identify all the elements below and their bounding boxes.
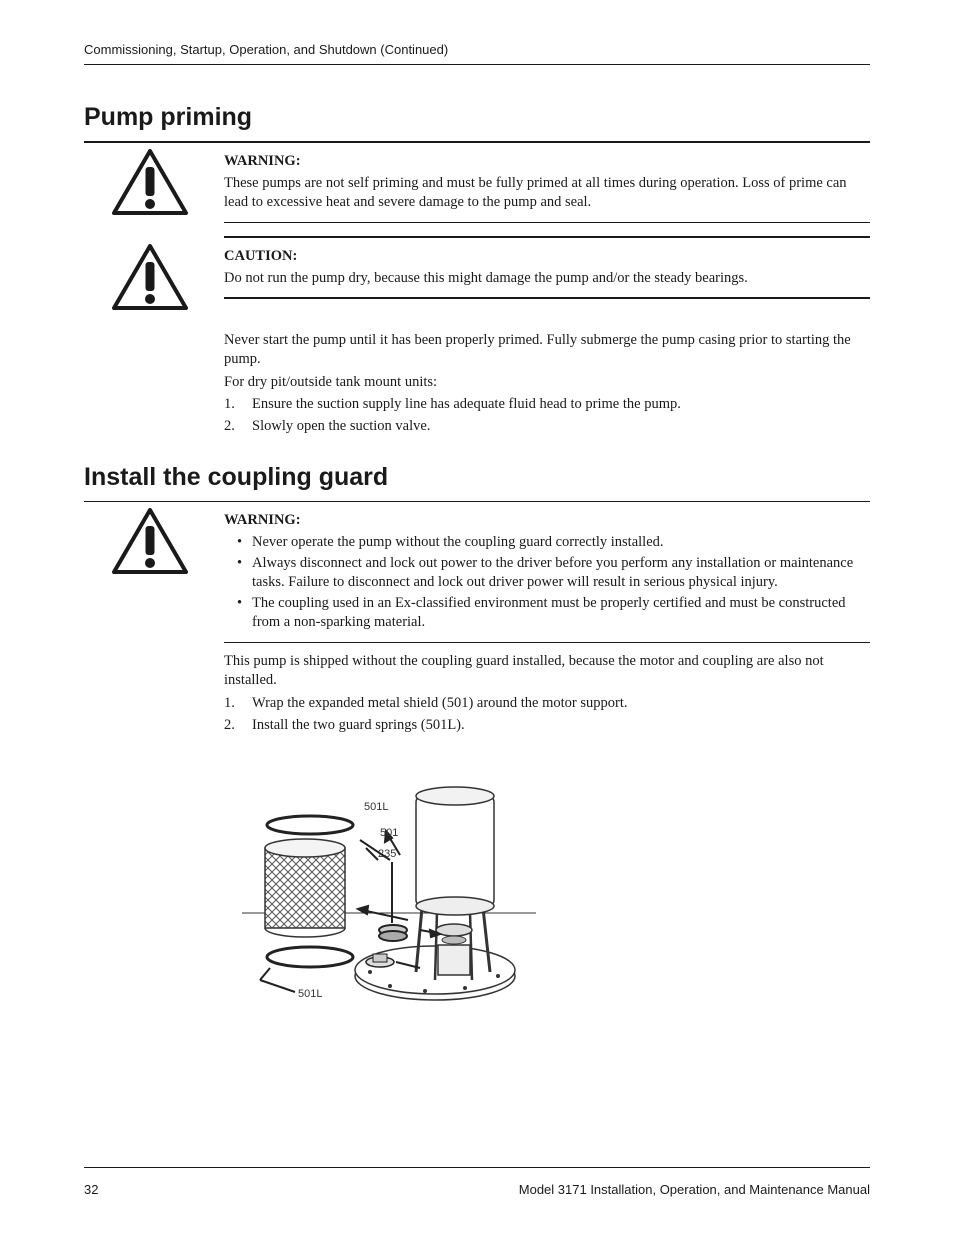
warning-label: WARNING: xyxy=(224,153,301,169)
manual-title: Model 3171 Installation, Operation, and Maintenance Manual xyxy=(518,1182,870,1197)
caution-text: Do not run the pump dry, because this might damage the pump and/or the steady bearings. xyxy=(224,270,748,286)
warning-triangle-icon xyxy=(110,147,190,217)
list-item: 2. Install the two guard springs (501L). xyxy=(224,717,465,733)
caution-triangle-icon xyxy=(110,242,190,312)
coupling-part xyxy=(379,925,407,941)
coupling-steps xyxy=(224,694,864,738)
section-title-coupling-guard: Install the coupling guard xyxy=(84,463,389,491)
priming-subintro: For dry pit/outside tank mount units: xyxy=(224,374,438,390)
warning-label: WARNING: xyxy=(224,512,301,528)
running-header: Commissioning, Startup, Operation, and Shutdown (Continued) xyxy=(84,42,449,57)
section-title-pump-priming: Pump priming xyxy=(84,103,253,131)
list-item: 1. Wrap the expanded metal shield (501) around the motor support. xyxy=(224,695,628,711)
caution-label: CAUTION: xyxy=(224,248,298,264)
priming-steps xyxy=(224,395,864,439)
list-item: • Never operate the pump without the coupling guard correctly installed. xyxy=(224,533,874,552)
section-rule xyxy=(84,141,870,143)
warning-bullets xyxy=(224,533,874,634)
caution-bottom-rule xyxy=(224,297,870,299)
list-item: 1. Ensure the suction supply line has adequate fluid head to prime the pump. xyxy=(224,396,681,412)
list-item: • The coupling used in an Ex-classified environment must be properly certified and must be constructed from a non-sparking material. xyxy=(224,594,874,632)
page-number: 32 xyxy=(84,1182,99,1197)
label-501: 501 xyxy=(380,827,399,839)
section-rule xyxy=(84,501,870,502)
motor xyxy=(416,787,494,915)
label-501l-bottom: 501L xyxy=(298,988,323,1000)
list-item: 2. Slowly open the suction valve. xyxy=(224,418,431,434)
guard-spring-bottom xyxy=(267,947,353,967)
warning-triangle-icon xyxy=(110,506,190,576)
label-235: 235 xyxy=(378,848,397,860)
coupling-guard-figure xyxy=(240,780,540,1010)
label-501l-top: 501L xyxy=(364,801,389,813)
expanded-metal-shield xyxy=(265,839,345,937)
header-rule xyxy=(84,64,870,65)
coupling-intro: This pump is shipped without the coupling guard installed, because the motor and coupling are also not installed. xyxy=(224,653,824,688)
warning-text: These pumps are not self priming and must be fully primed at all times during operation. Loss of prime can lead to excessive heat and severe damage to the pump and seal. xyxy=(224,175,847,210)
warning-bottom-rule xyxy=(224,642,870,643)
guard-spring-top xyxy=(267,816,353,834)
warning-bottom-rule xyxy=(224,222,870,223)
footer-rule xyxy=(84,1167,870,1168)
priming-intro: Never start the pump until it has been properly primed. Fully submerge the pump casing prior to starting the pump. xyxy=(224,332,851,367)
caution-top-rule xyxy=(224,236,870,238)
list-item: • Always disconnect and lock out power to the driver before you perform any installation or maintenance tasks. Failure to disconnect and lock out driver power will result in serious physical injury. xyxy=(224,554,874,592)
